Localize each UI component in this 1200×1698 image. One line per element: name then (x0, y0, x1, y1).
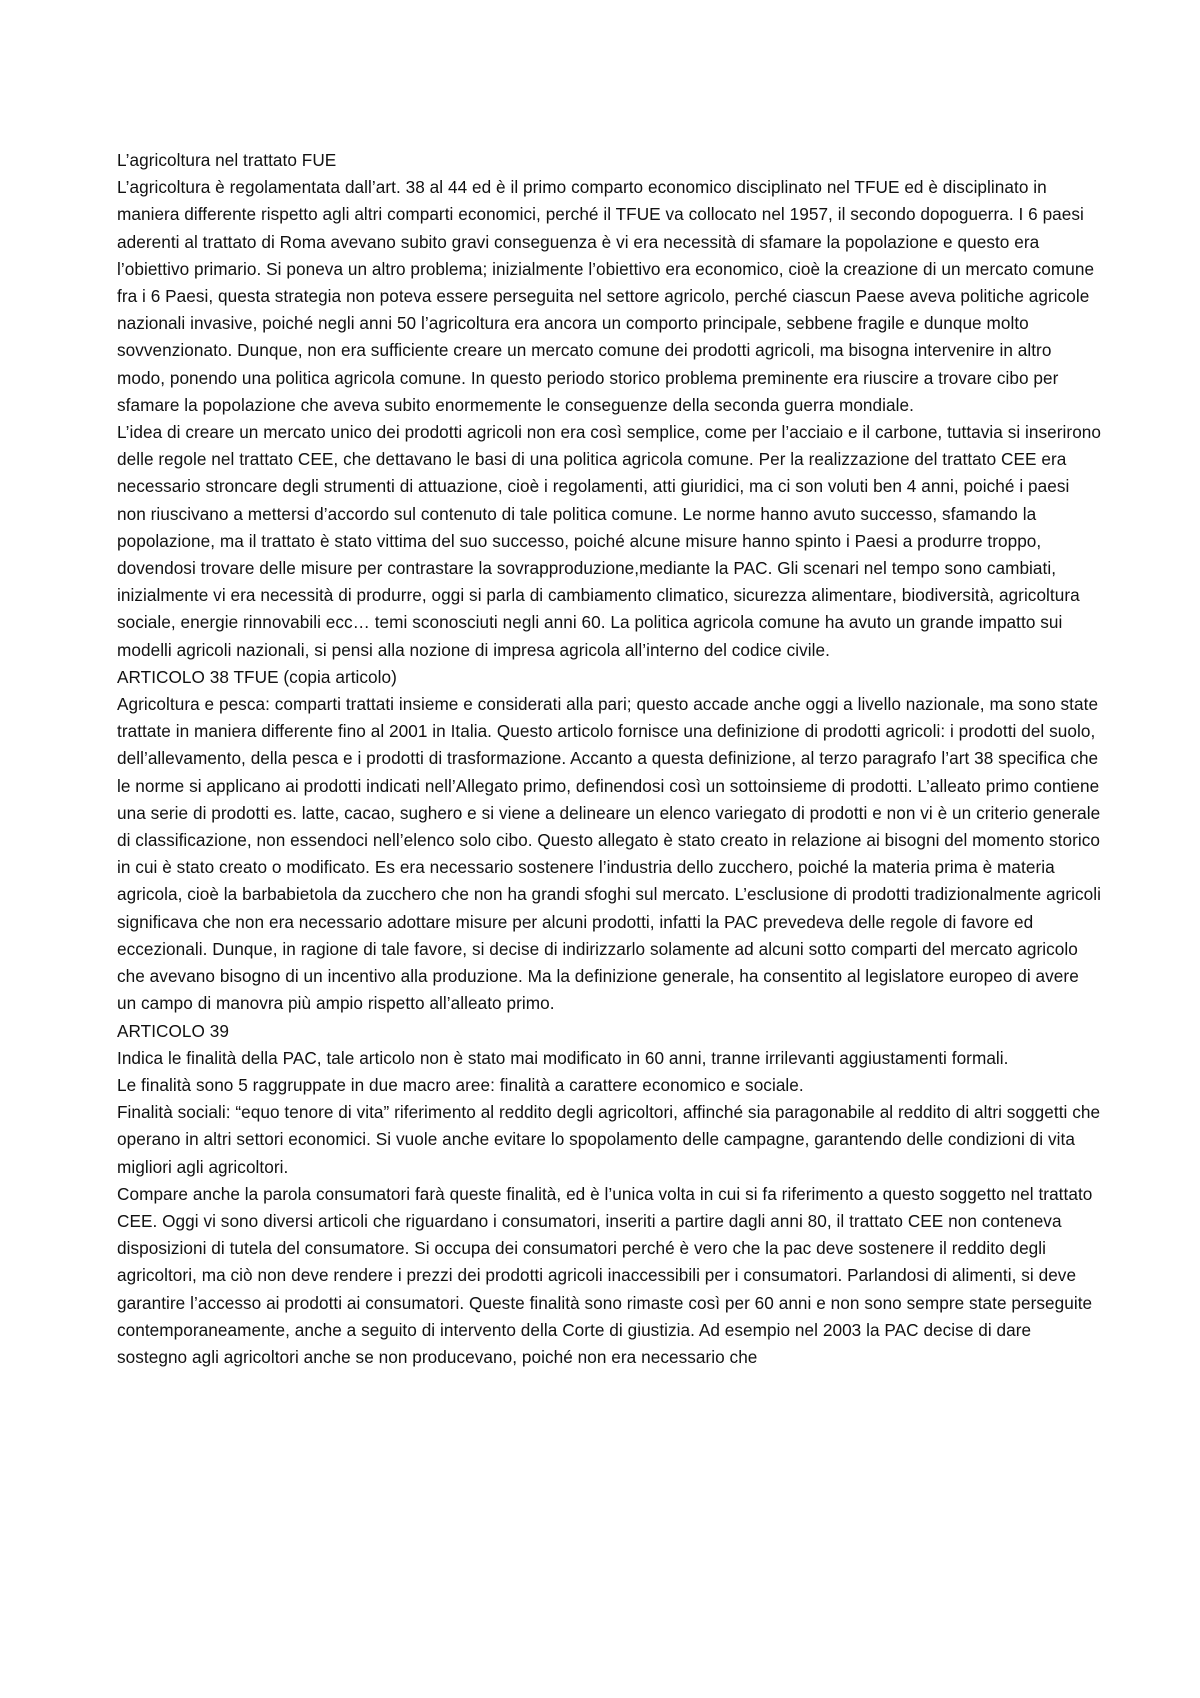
document-title: L’agricoltura nel trattato FUE (117, 150, 337, 170)
paragraph-articolo-38: Agricoltura e pesca: comparti trattati insieme e considerati alla pari; questo accade anche oggi a livello nazionale, ma sono state trattate in maniera differente fino al 2001 in Italia. Questo articolo fornisce una definizione di prodotti agricoli: i prodotti del suolo, dell’allevamento, della pesca e i prodotti di trasformazione. Accanto a questa definizione, al terzo paragrafo l’art 38 specifica che le norme si applicano ai prodotti indicati nell’Allegato primo, definendosi così un sottoinsieme di prodotti. L’alleato primo contiene una serie di prodotti es. latte, cacao, sughero e si viene a delineare un elenco variegato di prodotti e non vi è un criterio generale di classificazione, non essendoci nell’elenco solo cibo. Questo allegato è stato creato in relazione ai bisogni del momento storico in cui è stato creato o modificato. Es era necessario sostenere l’industria dello zucchero, poiché la materia prima è materia agricola, cioè la barbabietola da zucchero che non ha grandi sfoghi sul mercato. L’esclusione di prodotti tradizionalmente agricoli significava che non era necessario adottare misure per alcuni prodotti, infatti la PAC prevedeva delle regole di favore ed eccezionali. Dunque, in ragione di tale favore, si decise di indirizzarlo solamente ad alcuni sotto comparti del mercato agricolo che avevano bisogno di un incentivo alla produzione. Ma la definizione generale, ha consentito al legislatore europeo di avere un campo di manovra più ampio rispetto all’alleato primo. (117, 694, 1101, 1014)
paragraph-intro: L’agricoltura è regolamentata dall’art. 38 al 44 ed è il primo comparto economico disciplinato nel TFUE ed è disciplinato in maniera differente rispetto agli altri comparti economici, perché il TFUE va collocato nel 1957, il secondo dopoguerra. I 6 paesi aderenti al trattato di Roma avevano subito gravi conseguenza è vi era necessità di sfamare la popolazione e questo era l’obiettivo primario. Si poneva un altro problema; inizialmente l’obiettivo era economico, cioè la creazione di un mercato comune fra i 6 Paesi, questa strategia non poteva essere perseguita nel settore agricolo, perché ciascun Paese aveva politiche agricole nazionali invasive, poiché negli anni 50 l’agricoltura era ancora un comporto principale, sebbene fragile e dunque molto sovvenzionato. Dunque, non era sufficiente creare un mercato comune dei prodotti agricoli, ma bisogna intervenire in altro modo, ponendo una politica agricola comune. In questo periodo storico problema preminente era riuscire a trovare cibo per sfamare la popolazione che aveva subito enormemente le conseguenze della seconda guerra mondiale. (117, 177, 1095, 415)
paragraph-finalita-sociali: Finalità sociali: “equo tenore di vita” riferimento al reddito degli agricoltori, affinché sia paragonabile al reddito di altri soggetti che operano in altri settori economici. Si vuole anche evitare lo spopolamento delle campagne, garantendo delle condizioni di vita migliori agli agricoltori. (117, 1102, 1101, 1177)
heading-articolo-39: ARTICOLO 39 (117, 1020, 229, 1041)
paragraph-finalita-pac: Indica le finalità della PAC, tale articolo non è stato mai modificato in 60 anni, tranne irrilevanti aggiustamenti formali. (117, 1047, 1009, 1068)
document-body (117, 147, 1102, 1371)
heading-articolo-38: ARTICOLO 38 TFUE (copia articolo) (117, 666, 397, 687)
paragraph-macro-aree: Le finalità sono 5 raggruppate in due macro aree: finalità a carattere economico e sociale. (117, 1074, 804, 1095)
paragraph-mercato-unico: L’idea di creare un mercato unico dei prodotti agricoli non era così semplice, come per l’acciaio e il carbone, tuttavia si inserirono delle regole nel trattato CEE, che dettavano le basi di una politica agricola comune. Per la realizzazione del trattato CEE era necessario stroncare degli strumenti di attuazione, cioè i regolamenti, atti giuridici, ma ci son voluti ben 4 anni, poiché i paesi non riuscivano a mettersi d’accordo sul contenuto di tale politica comune. Le norme hanno avuto successo, sfamando la popolazione, ma il trattato è stato vittima del suo successo, poiché alcune misure hanno spinto i Paesi a produrre troppo, dovendosi trovare delle misure per contrastare la sovrapproduzione,mediante la PAC. Gli scenari nel tempo sono cambiati, inizialmente vi era necessità di produrre, oggi si parla di cambiamento climatico, sicurezza alimentare, biodiversità, agricoltura sociale, energie rinnovabili ecc… temi sconosciuti negli anni 60. La politica agricola comune ha avuto un grande impatto sui modelli agricoli nazionali, si pensi alla nozione di impresa agricola all’interno del codice civile. (117, 422, 1102, 660)
paragraph-consumatori: Compare anche la parola consumatori farà queste finalità, ed è l’unica volta in cui si fa riferimento a questo soggetto nel trattato CEE. Oggi vi sono diversi articoli che riguardano i consumatori, inseriti a partire dagli anni 80, il trattato CEE non conteneva disposizioni di tutela del consumatore. Si occupa dei consumatori perché è vero che la pac deve sostenere il reddito degli agricoltori, ma ciò non deve rendere i prezzi dei prodotti agricoli inaccessibili per i consumatori. Parlandosi di alimenti, si deve garantire l’accesso ai prodotti ai consumatori. Queste finalità sono rimaste così per 60 anni e non sono sempre state perseguite contemporaneamente, anche a seguito di intervento della Corte di giustizia. Ad esempio nel 2003 la PAC decise di dare sostegno agli agricoltori anche se non producevano, poiché non era necessario che (117, 1183, 1093, 1367)
